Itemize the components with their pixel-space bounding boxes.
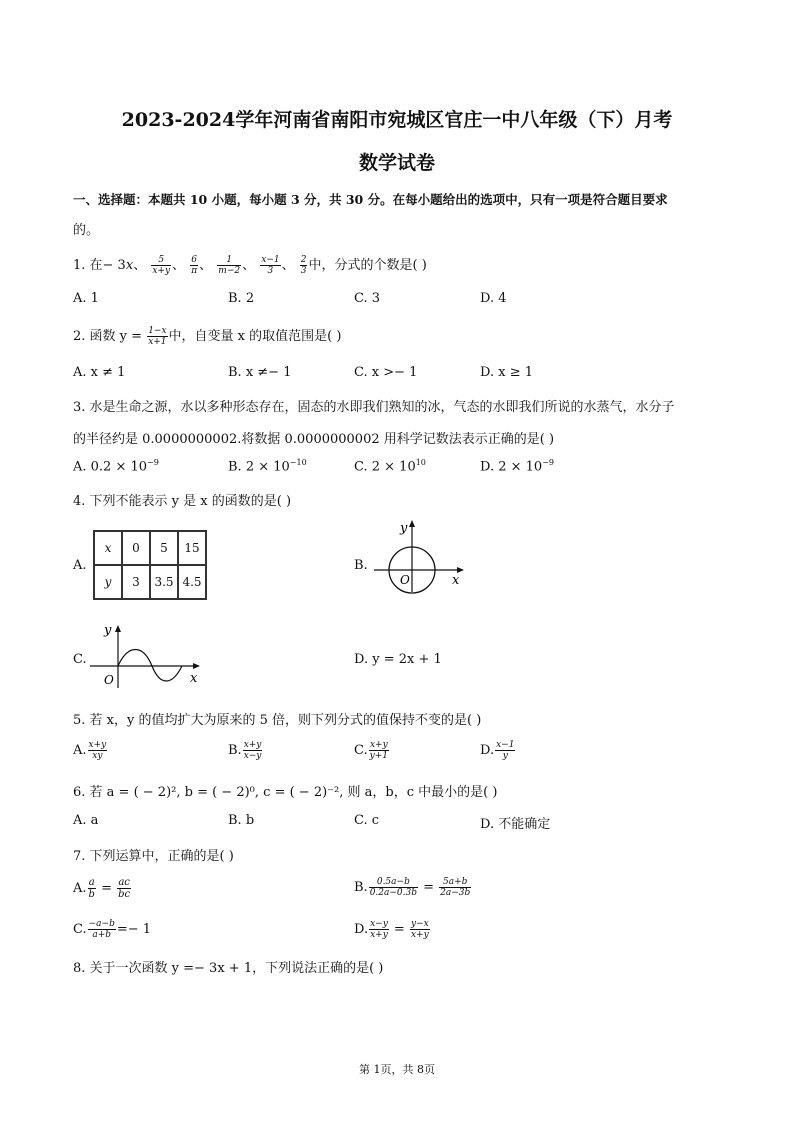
q4-function-table: x 0 5 15 y 3 3.5 4.5 <box>93 530 207 600</box>
section-heading-cont: 的。 <box>73 223 100 238</box>
q5-option-c: C. $\frac{x+y}{y+1}$ <box>354 740 388 761</box>
q1-option-c: C. 3 <box>354 291 381 306</box>
title-line-2: 数学试卷 <box>358 152 435 174</box>
question-4: 4. 下列不能表示 y 是 x 的函数的是( ) <box>73 494 292 509</box>
q4-label-b: B. <box>354 558 368 573</box>
q4-wave-graph <box>88 620 208 690</box>
q3-option-d: D. $2 \times 10^{-9}$ <box>480 458 554 475</box>
q7-option-a: A. $\frac{a}{b}$ = $\frac{ac}{bc}$ <box>73 877 131 900</box>
q4-circle-graph <box>372 518 472 596</box>
q4b-origin-label: O <box>400 573 410 587</box>
q1-option-a: A. 1 <box>73 291 99 306</box>
q4b-y-label: y <box>400 521 408 536</box>
q6-option-d: D. 不能确定 <box>480 817 551 832</box>
q7-option-c: C. $\frac{-a-b}{a+b}$ =− 1 <box>73 919 152 940</box>
q3-option-a: A. $0.2 \times 10^{-9}$ <box>73 458 159 475</box>
q6-option-b: B. b <box>228 813 255 828</box>
q2-option-d: D. x ≥ 1 <box>480 365 533 380</box>
q4c-origin-label: O <box>104 673 114 687</box>
q5-option-b: B. $\frac{x+y}{x-y}$ <box>228 740 262 761</box>
q2-option-c: C. x >− 1 <box>354 365 418 380</box>
q3-option-b: B. $2 \times 10^{-10}$ <box>228 458 307 475</box>
question-6: 6. 若 a = ( − 2)², b = ( − 2)⁰, c = ( − 2)⁻², 则 a，b，c 中最小的是( ) <box>73 785 498 800</box>
q4b-x-label: x <box>452 573 460 588</box>
question-2: 2. 函数 y = $\frac{1-x}{x+1}$ 中，自变量 x 的取值范围是( ) <box>73 326 342 347</box>
q5-option-d: D. $\frac{x-1}{y}$ <box>480 740 515 761</box>
question-3-line-1: 3. 水是生命之源，水以多种形态存在，固态的水即我们熟知的冰，气态的水即我们所说的水蒸气，水分子 <box>73 400 675 415</box>
page-footer: 第 1页，共 8页 <box>359 1063 435 1076</box>
q7-option-d: D. $\frac{x-y}{x+y}$ = $\frac{y-x}{x+y}$ <box>354 919 429 940</box>
title-line-1: 2023-2024学年河南省南阳市宛城区官庄一中八年级（下）月考 <box>121 109 673 131</box>
q3-option-c: C. $2 \times 10^{10}$ <box>354 458 426 475</box>
q2-option-b: B. x ≠− 1 <box>228 365 292 380</box>
q4-option-d: D. y = 2x + 1 <box>354 652 442 667</box>
q2-option-a: A. x ≠ 1 <box>73 365 126 380</box>
q4-label-a: A. <box>73 558 87 573</box>
question-1: 1. 在− 3x、 $\frac{5}{x+y}$ 、 $\frac{6}{\pi}$ 、 $\frac{1}{m-2}$ 、 $\frac{x-1}{3}$ 、 $\frac{2}{3}$ 中，分式的个数是( ) <box>73 255 427 276</box>
question-8: 8. 关于一次函数 y =− 3x + 1，下列说法正确的是( ) <box>73 961 384 976</box>
q7-option-b: B. $\frac{0.5a-b}{0.2a-0.3b}$ = $\frac{5a+b}{2a-3b}$ <box>354 877 471 898</box>
q4-label-c: C. <box>73 652 87 667</box>
q6-option-c: C. c <box>354 813 380 828</box>
q5-option-a: A. $\frac{x+y}{xy}$ <box>73 740 107 761</box>
question-3-line-2: 的半径约是 0.0000000002.将数据 0.0000000002 用科学记数法表示正确的是( ) <box>73 432 555 447</box>
question-7: 7. 下列运算中，正确的是( ) <box>73 849 234 864</box>
question-5: 5. 若 x，y 的值均扩大为原来的 5 倍，则下列分式的值保持不变的是( ) <box>73 713 482 728</box>
q4c-x-label: x <box>190 671 198 686</box>
q1-option-b: B. 2 <box>228 291 255 306</box>
q4c-y-label: y <box>104 623 112 638</box>
q1-option-d: D. 4 <box>480 291 507 306</box>
q6-option-a: A. a <box>73 813 99 828</box>
section-heading: 一、选择题：本题共 10 小题，每小题 3 分，共 30 分。在每小题给出的选项中，只有一项是符合题目要求 <box>73 192 668 207</box>
